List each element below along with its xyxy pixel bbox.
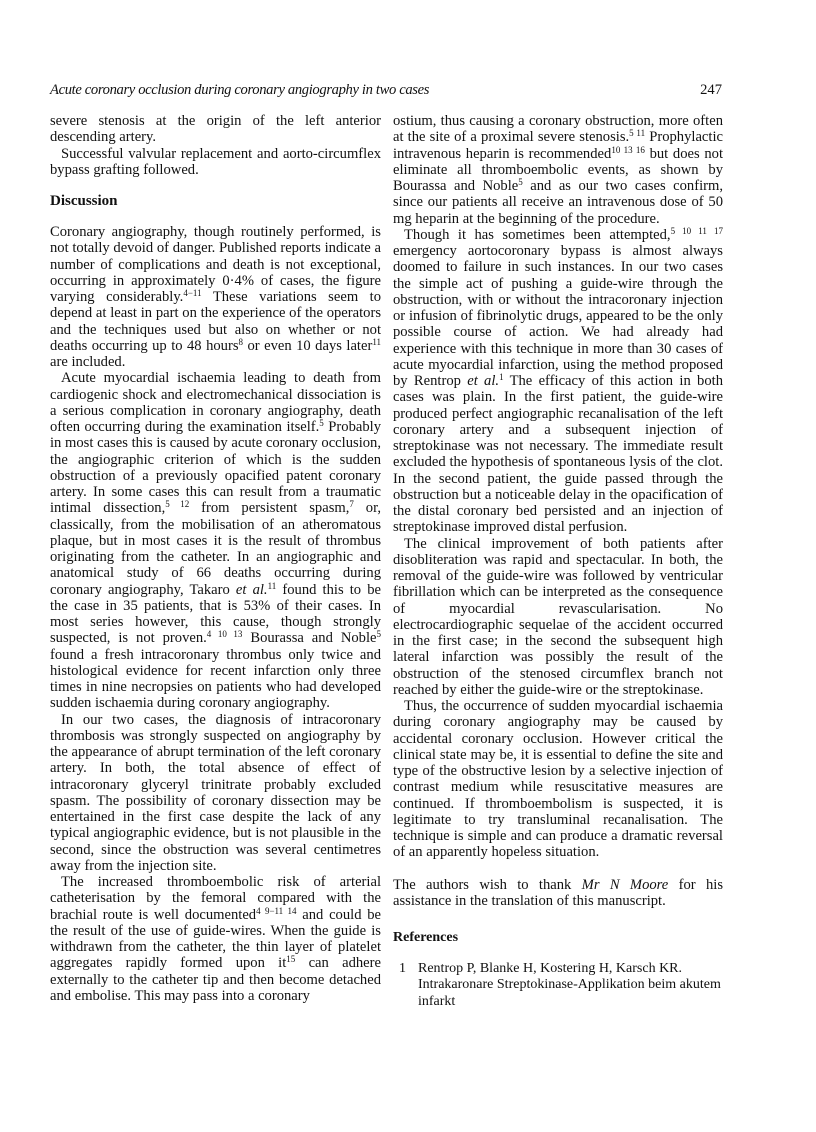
paragraph: The increased thromboembolic risk of arterial catheterisation by the femoral compared with the brachial route is well documented$^{4 9-11 14}$ and could be the result of the use of guide-wires. When the guide is withdrawn from the catheter, the thin layer of platelet aggregates rapidly formed upon $it^{15}$ can adhere externally to the catheter tip and then become detached and embolise. This may pass into a coronary <box>50 874 381 1004</box>
paragraph: The clinical improvement of both patients after disobliteration was rapid and spectacular. In both, the removal of the guide-wire was followed by ventricular fibrillation which can be interpreted as the consequence of myocardial revascularisation. No electrocardiographic sequelae of the accident occurred in the first case; in the second the subsequent high lateral infarction was possibly the result of the obstruction of the stenosed circumflex branch not reached by either the guide-wire or the streptokinase. <box>393 535 723 698</box>
section-heading-discussion: Discussion <box>50 193 118 209</box>
paragraph: Successful valvular replacement and aorto-circumflex bypass grafting followed. <box>50 145 381 178</box>
paragraph: Acute myocardial ischaemia leading to death from cardiogenic shock and electromechanical dissociation is a serious complication in coronary angiography, death often occurring during the examination itself.$^5$ Probably in most cases this is caused by acute coronary occlusion, the angiographic criterion of which is the sudden obstruction of a previously opacified patent coronary artery. In some cases this can result from a traumatic intimal dissection,$^{5 12}$ from persistent spasm,$^7$ or, classically, from the mobilisation of an atheromatous plaque, but in most cases it is the result of thrombus originating from the catheter. In an angiographic and anatomical study of 66 deaths occurring during coronary angiography, Takaro et al.$^{11}$ found this to be the case in 35 patients, that is 53% of their cases. In most series however, this cause, though strongly suspected, is not proven.$^{4 10 13}$ Bourassa and Noble$^5$ found a fresh intracoronary thrombus only twice and histological evidence for recent infarction only three times in nine necropsies on patients who had developed sudden ischaemia during coronary angiography. <box>50 370 382 712</box>
section-heading-references: References <box>393 930 459 945</box>
citation: 1 <box>499 372 504 382</box>
acknowledgement: The authors wish to thank Mr N Moore for his assistance in the translation of this manuscript. <box>393 876 723 909</box>
running-title: Acute coronary occlusion during coronary angiography in two cases <box>50 82 430 98</box>
citation: 15 <box>286 954 296 965</box>
reference-text: Rentrop P, Blanke H, Kostering H, Karsch KR. Intrakaronare Streptokinase-Applikation beim akutem infarkt <box>418 961 721 1009</box>
reference-item <box>393 961 723 1010</box>
paragraph: severe stenosis at the origin of the left anterior descending artery. <box>50 113 381 146</box>
citation: 5 12 <box>165 499 190 510</box>
citation: 4 10 13 <box>206 629 243 640</box>
reference-number: 1 <box>399 961 406 976</box>
citation: 7 <box>349 499 354 510</box>
citation: 5 <box>518 177 523 187</box>
citation: 5 10 11 17 <box>670 225 723 236</box>
citation: 5 <box>319 418 324 428</box>
citation: 4−11 <box>183 288 202 298</box>
citation: 4 9−11 14 <box>256 905 297 916</box>
paragraph: Though it has sometimes been attempted,$^{5 10 11 17}$ emergency aortocoronary bypass is almost always doomed to failure in such instances. In our two cases the simple act of pushing a guide-wire through the obstruction, with or without the intracoronary injection or infusion of fibrinolytic drugs, appeared to be the only possible course of action. We had already had experience with this technique in more than 30 cases of acute myocardial infarction, using the method proposed by Rentrop et al.$^1$ The efficacy of this action in both cases was plain. In the first patient, the guide-wire produced perfect angiographic recanalisation of the left coronary artery and a subsequent injection of streptokinase was not necessary. The immediate result excluded the hypothesis of spontaneous lysis of the clot. In the second patient, the guide passed through the obstruction but a noticeable delay in the opacification of the distal coronary bed persisted and an injection of streptokinase improved distal perfusion. <box>393 225 723 536</box>
left-column <box>50 113 381 1004</box>
citation: 11 <box>267 580 277 591</box>
citation: 11 <box>372 336 381 347</box>
paragraph: Coronary angiography, though routinely performed, is not totally devoid of danger. Published reports indicate a number of complications and death is not exceptional, occurring in approximately 0·4% of cases, the figure varying considerably.$^{4-11}$ These variations seem to depend at least in part on the experience of the operators and the techniques used but also on whether or not deaths occurring up to 48 hours$^8$ or even 10 days later$^{11}$ are included. <box>50 224 382 370</box>
paragraph: Thus, the occurrence of sudden myocardial ischaemia during coronary angiography may be caused by accidental coronary occlusion. However critical the clinical state may be, it is essential to define the site and type of the obstructive lesion by a selective injection of contrast medium while resuscitative measures are continued. If thromboembolism is suspected, it is legitimate to try transluminal recanalisation. The technique is simple and can produce a dramatic reversal of an apparently hopeless situation. <box>393 698 723 861</box>
citation: 10 13 16 <box>611 144 645 155</box>
citation: 5 11 <box>629 128 646 139</box>
right-column <box>393 113 723 1010</box>
citation: 8 <box>238 336 244 347</box>
page-number: 247 <box>700 82 722 98</box>
paragraph: In our two cases, the diagnosis of intracoronary thrombosis was strongly suspected on angiography by the appearance of abrupt termination of the left coronary artery. In both, the total absence of effect of intracoronary glyceryl trinitrate probably excluded spasm. The possibility of coronary dissection may be entertained in the first case despite the lack of any typical angiographic evidence, but is not plausible in the second, since the obstruction was several centimetres away from the injection site. <box>50 711 381 874</box>
citation: 5 <box>376 629 381 640</box>
running-head <box>50 80 722 100</box>
paragraph: ostium, thus causing a coronary obstruction, more often at the site of a proximal severe stenosis.$^{5 11}$ Prophylactic intravenous heparin is recommended$^{10 13 16}$ but does not eliminate all thromboembolic events, as shown by Bourassa and Noble$^5$ and as our two cases confirm, since our patients all receive an intravenous dose of 50 mg heparin at the beginning of the procedure. <box>393 113 724 227</box>
